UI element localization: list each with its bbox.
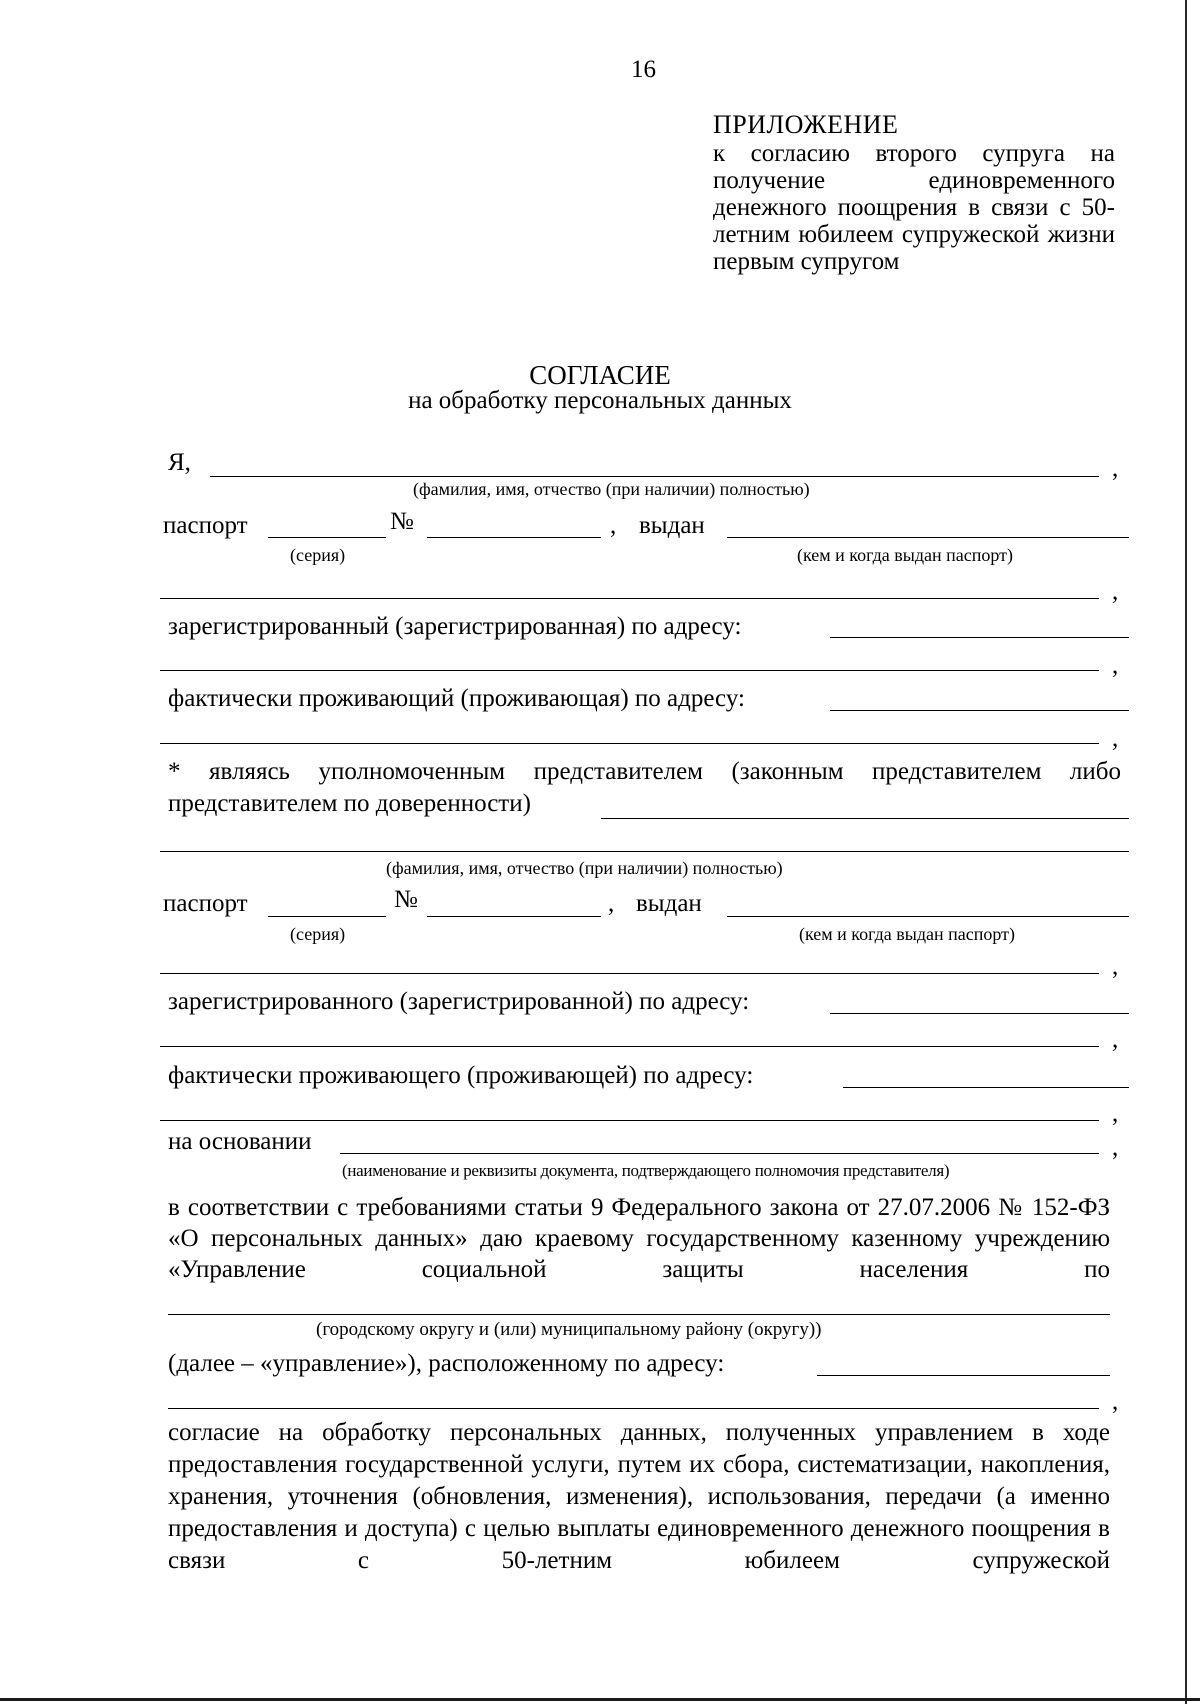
rep-living-address-continuation-line[interactable] [160,1120,1099,1121]
series-caption: (серия) [290,545,346,565]
scan-bottom-edge [0,1698,1200,1701]
label-registered: зарегистрированный (зарегистрированная) по адресу: [168,613,742,640]
representative-fio-line[interactable] [160,851,1129,852]
comma: , [1112,725,1119,752]
rep-passport-issued-line[interactable] [727,916,1129,917]
page-number: 16 [631,56,656,83]
passport-issued-continuation-line[interactable] [160,598,1099,599]
representative-line-2: представителем по доверенности) [168,790,531,817]
label-ya: Я, [168,449,191,476]
rep-living-address-line[interactable] [843,1087,1129,1088]
fio-caption: (фамилия, имя, отчество (при наличии) полностью) [413,479,810,499]
label-rep-passport: паспорт [163,890,248,917]
label-further: (далее – «управление»), расположенному по адресу: [168,1350,725,1377]
document-title: СОГЛАСИЕ [529,360,671,390]
label-rep-issued: выдан [636,890,702,917]
representative-field-line[interactable] [601,818,1129,819]
registered-address-continuation-line[interactable] [160,670,1099,671]
management-address-line[interactable] [817,1375,1110,1376]
rep-passport-issued-continuation-line[interactable] [160,973,1099,974]
comma: , [1112,1026,1119,1053]
comma: , [1112,1388,1119,1415]
label-number-sign: № [390,508,414,535]
law-paragraph: в соответствии с требованиями статьи 9 Федерального закона от 27.07.2006 № 152-ФЗ «О персональных данных» даю краевому государственному казенному учреждению «Управление социальной защиты населения по [168,1194,1110,1283]
passport-number-line[interactable] [427,537,601,538]
rep-series-caption: (серия) [290,924,346,944]
rep-passport-number-line[interactable] [427,916,601,917]
passport-issued-line[interactable] [727,537,1129,538]
rep-passport-series-line[interactable] [268,916,386,917]
label-rep-living: фактически проживающего (проживающей) по адресу: [168,1062,754,1089]
comma: , [1112,652,1119,679]
consent-paragraph: согласие на обработку персональных данных, полученных управлением в ходе предоставления государственной услуги, путем их сбора, систематизации, накопления, хранения, уточнения (обновления, изменения), использования, передачи (а именно предоставления и доступа) с целью выплаты единовременного денежного поощрения в связи с 50-летним юбилеем супружеской [168,1419,1110,1574]
appendix-block [713,110,1115,275]
rep-registered-address-continuation-line[interactable] [160,1046,1099,1047]
label-issued: выдан [639,512,705,539]
representative-line-1: * являясь уполномоченным представителем (законным представителем либо [168,758,1121,785]
living-address-line[interactable] [830,710,1129,711]
appendix-heading: ПРИЛОЖЕНИЕ [713,110,899,139]
comma: , [1112,1100,1119,1127]
label-passport: паспорт [163,512,248,539]
district-field-line[interactable] [168,1314,1110,1315]
registered-address-line[interactable] [830,637,1129,638]
management-address-continuation-line[interactable] [168,1408,1099,1409]
scan-right-edge [1185,0,1187,1704]
fio-field-line[interactable] [210,476,1099,477]
label-rep-registered: зарегистрированного (зарегистрированной) по адресу: [168,988,750,1015]
comma: , [610,512,617,539]
label-living: фактически проживающий (проживающая) по адресу: [168,685,745,712]
district-caption: (городскому округу и (или) муниципальному району (округу)) [316,1319,822,1340]
comma: , [1112,455,1119,482]
rep-fio-caption: (фамилия, имя, отчество (при наличии) полностью) [386,858,783,878]
rep-registered-address-line[interactable] [830,1013,1129,1014]
comma: , [1112,578,1119,605]
basis-field-line[interactable] [340,1153,1099,1154]
living-address-continuation-line[interactable] [160,743,1099,744]
label-basis: на основании [168,1128,312,1155]
label-rep-number-sign: № [394,886,418,913]
issued-caption: (кем и когда выдан паспорт) [797,545,1014,565]
rep-issued-caption: (кем и когда выдан паспорт) [799,924,1016,944]
comma: , [1112,1134,1119,1161]
passport-series-line[interactable] [268,537,386,538]
appendix-text: к согласию второго супруга на получение единовременного денежного поощрения в связи с 50-летним юбилеем супружеской жизни первым супругом [713,140,1115,275]
comma: , [1112,953,1119,980]
basis-caption: (наименование и реквизиты документа, подтверждающего полномочия представителя) [342,1161,950,1180]
comma: , [608,890,615,917]
document-subtitle: на обработку персональных данных [408,387,792,414]
